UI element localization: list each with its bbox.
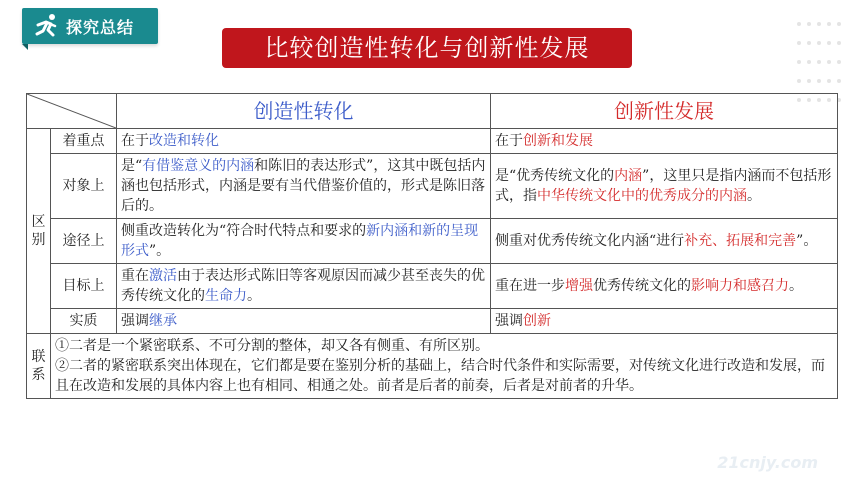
highlight-text: 继承 — [149, 313, 177, 329]
highlight-text: 创新 — [523, 313, 551, 329]
column-header-transformation: 创造性转化 — [117, 94, 491, 129]
row-label: 着重点 — [51, 129, 117, 154]
group-label: 区别 — [31, 213, 46, 248]
highlight-text: 中华传统文化中的优秀成分的内涵 — [537, 188, 747, 204]
cell-text: 是“ — [121, 158, 143, 174]
connection-content — [51, 334, 838, 399]
table-row — [27, 129, 838, 154]
running-person-icon — [32, 11, 62, 41]
highlight-text: 内涵 — [614, 168, 643, 184]
connection-label: 联系 — [31, 348, 46, 383]
cell-text: 。 — [789, 278, 803, 294]
highlight-text: 激活 — [149, 268, 177, 284]
highlight-text: 改造和转化 — [149, 133, 219, 149]
row-label: 目标上 — [51, 264, 117, 309]
table-row — [27, 264, 838, 309]
cell-text: 。 — [747, 188, 761, 204]
cell-a — [117, 309, 491, 334]
cell-text: 侧重对优秀传统文化内涵“进行 — [495, 233, 685, 249]
row-label: 实质 — [51, 309, 117, 334]
cell-text: 优秀传统文化的 — [593, 278, 691, 294]
cell-b — [491, 309, 838, 334]
cell-b — [491, 264, 838, 309]
cell-a — [117, 219, 491, 264]
highlight-text: 创新和发展 — [523, 133, 593, 149]
highlight-text: 影响力和感召力 — [691, 278, 789, 294]
cell-text: 在于 — [495, 133, 523, 149]
row-label: 对象上 — [51, 154, 117, 219]
cell-text: 侧重改造转化为“符合时代特点和要求的 — [121, 223, 367, 239]
cell-text: ”。 — [796, 233, 818, 249]
connection-point-2: ②二者的紧密联系突出体现在，它们都是要在鉴别分析的基础上，结合时代条件和实际需要，对传统文化进行改造和发展，而且在改造和发展的具体内容上也有相同、相通之处。前者是后者的前奏，后者是对前者的升华。 — [55, 358, 825, 394]
highlight-text: 增强 — [565, 278, 593, 294]
connection-label-cell — [27, 334, 51, 399]
cell-b — [491, 129, 838, 154]
highlight-text: 新内涵和新的呈现形式 — [121, 223, 479, 259]
table-row — [27, 309, 838, 334]
cell-a — [117, 129, 491, 154]
column-header-development: 创新性发展 — [491, 94, 838, 129]
table-header-row — [27, 94, 838, 129]
badge-label: 探究总结 — [66, 17, 135, 37]
highlight-text: 补充、拓展和完善 — [684, 233, 797, 249]
cell-text: 重在 — [121, 268, 149, 284]
cell-a — [117, 154, 491, 219]
connection-point-1: ①二者是一个紧密联系、不可分割的整体，却又各有侧重、有所区别。 — [55, 338, 489, 354]
connection-row — [27, 334, 838, 399]
diagonal-line — [27, 94, 116, 128]
group-label-cell — [27, 129, 51, 334]
row-label: 途径上 — [51, 219, 117, 264]
page-title: 比较创造性转化与创新性发展 — [222, 28, 632, 68]
cell-text: 在于 — [121, 133, 149, 149]
highlight-text: 有借鉴意义的内涵 — [142, 158, 255, 174]
cell-text: ”。 — [149, 243, 171, 259]
highlight-text: 生命力 — [205, 288, 247, 304]
cell-text: 是“优秀传统文化的 — [495, 168, 615, 184]
cell-text: 强调 — [121, 313, 149, 329]
cell-text: 。 — [247, 288, 261, 304]
section-badge — [22, 8, 158, 44]
cell-a — [117, 264, 491, 309]
cell-text: 和陈旧的表达形式”，这其中既包括内涵也包括形式，内涵是要有当代借鉴价值的，形式是陈旧落后的。 — [121, 158, 486, 214]
cell-text: 强调 — [495, 313, 523, 329]
comparison-table — [26, 93, 838, 399]
badge-fold — [22, 44, 28, 50]
table-row — [27, 219, 838, 264]
cell-b — [491, 154, 838, 219]
watermark: 21cnjy.com — [717, 453, 818, 472]
cell-text: 重在进一步 — [495, 278, 565, 294]
diagonal-corner-cell — [27, 94, 117, 129]
cell-b — [491, 219, 838, 264]
table-row — [27, 154, 838, 219]
cell-text: 由于表达形式陈旧等客观原因而减少甚至丧失的优秀传统文化的 — [121, 268, 485, 304]
cell-text: ”，这里只是指内涵而不包括形式，指 — [495, 168, 832, 204]
